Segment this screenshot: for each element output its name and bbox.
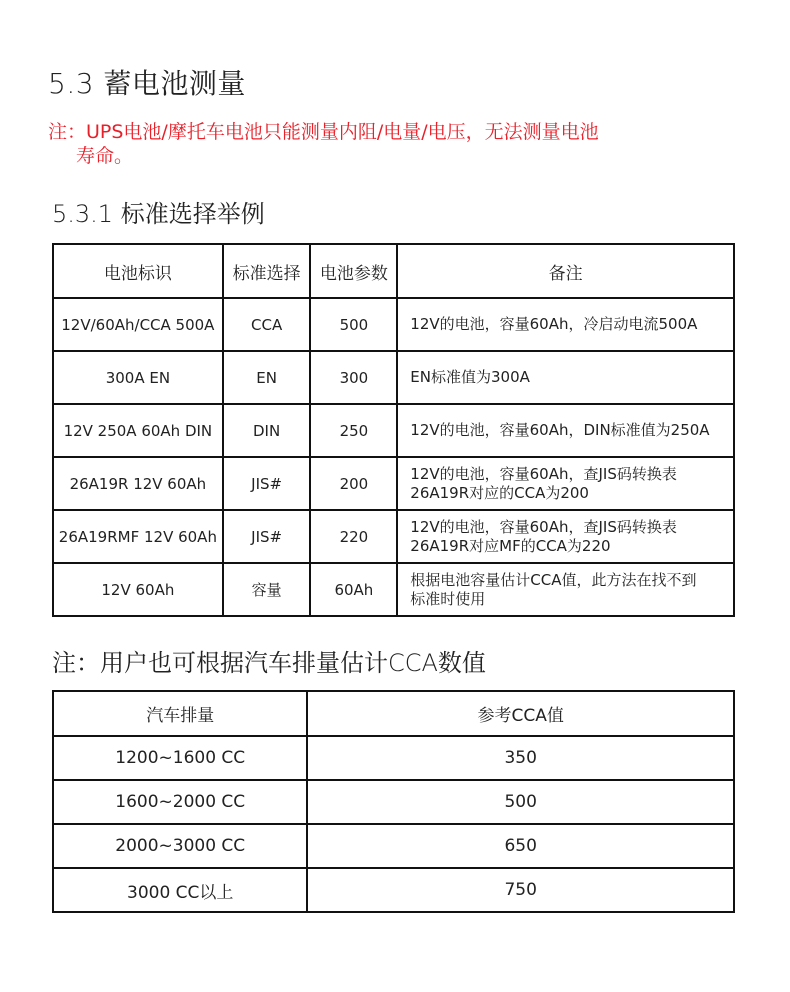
warning-note <box>48 120 728 168</box>
section-title: 5.3 蓄电池测量 <box>48 67 246 100</box>
remarks-line: 12V的电池，容量60Ah，查JIS码转换表 <box>410 464 677 483</box>
table-row <box>53 868 734 912</box>
header-standard: 标准选择 <box>223 244 311 298</box>
subsection-title: 5.3.1 标准选择举例 <box>52 200 265 228</box>
table-header-row <box>53 244 734 298</box>
cell-displacement: 3000 CC以上 <box>53 868 307 912</box>
remarks-line: 标准时使用 <box>410 589 486 608</box>
table-row <box>53 563 734 616</box>
cell-standard: JIS# <box>223 457 311 510</box>
cell-battery-id: 12V/60Ah/CCA 500A <box>53 298 223 351</box>
cell-cca: 650 <box>307 824 734 868</box>
cell-battery-id: 26A19R 12V 60Ah <box>53 457 223 510</box>
remarks-line: 26A19R对应的CCA为200 <box>410 483 589 502</box>
cell-remarks <box>397 298 734 351</box>
table-row <box>53 404 734 457</box>
table-header-row <box>53 691 734 736</box>
cell-displacement: 1200~1600 CC <box>53 736 307 780</box>
cell-remarks <box>397 563 734 616</box>
cell-parameter: 300 <box>310 351 397 404</box>
cell-cca: 350 <box>307 736 734 780</box>
cell-cca: 500 <box>307 780 734 824</box>
table-row <box>53 510 734 563</box>
cell-parameter: 220 <box>310 510 397 563</box>
cell-remarks <box>397 351 734 404</box>
header-displacement: 汽车排量 <box>53 691 307 736</box>
cell-standard: DIN <box>223 404 311 457</box>
displacement-note-title: 注：用户也可根据汽车排量估计CCA数值 <box>52 649 486 677</box>
cell-battery-id: 12V 60Ah <box>53 563 223 616</box>
table-row <box>53 780 734 824</box>
remarks-line: 12V的电池，容量60Ah，冷启动电流500A <box>410 315 698 333</box>
cell-standard: JIS# <box>223 510 311 563</box>
cell-parameter: 60Ah <box>310 563 397 616</box>
table-row <box>53 736 734 780</box>
table-row <box>53 298 734 351</box>
cell-cca: 750 <box>307 868 734 912</box>
cell-remarks <box>397 457 734 510</box>
header-parameter: 电池参数 <box>310 244 397 298</box>
cell-battery-id: 300A EN <box>53 351 223 404</box>
cell-standard: CCA <box>223 298 311 351</box>
cell-standard: EN <box>223 351 311 404</box>
table-row <box>53 457 734 510</box>
cell-remarks <box>397 510 734 563</box>
cell-battery-id: 26A19RMF 12V 60Ah <box>53 510 223 563</box>
remarks-line: 12V的电池，容量60Ah，查JIS码转换表 <box>410 517 677 536</box>
cell-displacement: 1600~2000 CC <box>53 780 307 824</box>
header-remarks: 备注 <box>397 244 734 298</box>
remarks-line: 根据电池容量估计CCA值，此方法在找不到 <box>410 570 697 589</box>
table-row <box>53 824 734 868</box>
remarks-line: 26A19R对应MF的CCA为220 <box>410 536 611 555</box>
cell-displacement: 2000~3000 CC <box>53 824 307 868</box>
remarks-line: EN标准值为300A <box>410 368 530 386</box>
standard-selection-table <box>52 243 735 617</box>
cell-parameter: 200 <box>310 457 397 510</box>
cell-standard: 容量 <box>223 563 311 616</box>
remarks-line: 12V的电池，容量60Ah，DIN标准值为250A <box>410 421 710 439</box>
header-reference-cca: 参考CCA值 <box>307 691 734 736</box>
header-battery-id: 电池标识 <box>53 244 223 298</box>
cell-remarks <box>397 404 734 457</box>
displacement-cca-table <box>52 690 735 913</box>
table-row <box>53 351 734 404</box>
warning-line-2: 寿命。 <box>76 145 134 167</box>
cell-parameter: 250 <box>310 404 397 457</box>
warning-line-1: 注：UPS电池/摩托车电池只能测量内阻/电量/电压，无法测量电池 <box>48 121 599 143</box>
cell-battery-id: 12V 250A 60Ah DIN <box>53 404 223 457</box>
cell-parameter: 500 <box>310 298 397 351</box>
